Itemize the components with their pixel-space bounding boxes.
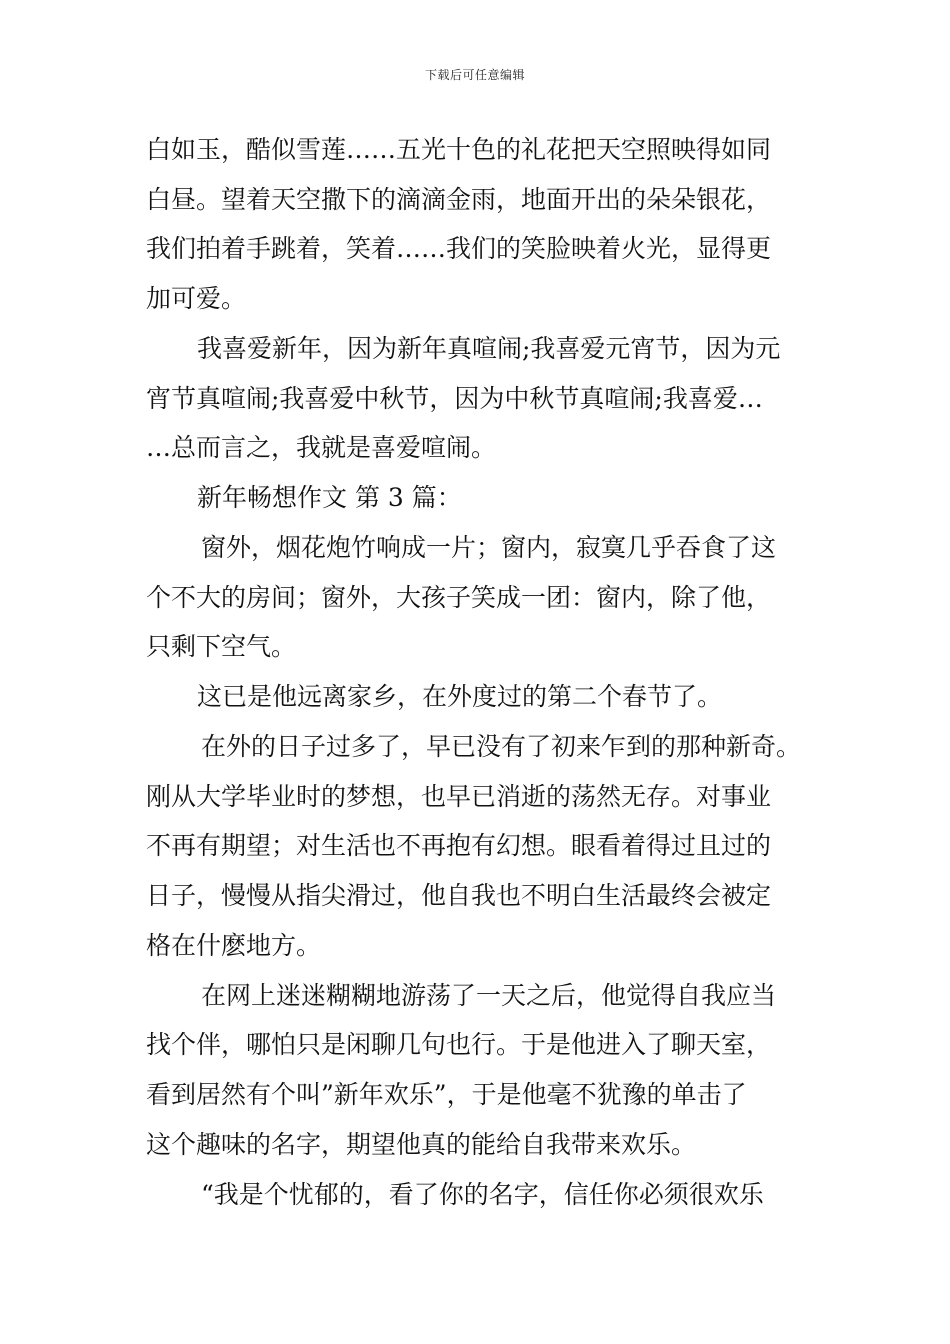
page-header: 下载后可任意编辑	[424, 68, 525, 82]
text-line: 窗外，烟花炮竹响成一片；窗内，寂寞几乎吞食了这	[201, 533, 777, 562]
text-line: 个不大的房间；窗外，大孩子笑成一团：窗内，除了他，	[146, 583, 772, 612]
text-line: 我喜爱新年，因为新年真喧闹;我喜爱元宵节，因为元	[197, 334, 781, 363]
text-line: 格在什麽地方。	[146, 931, 322, 960]
section-heading: 新年畅想作文 第 3 篇：	[197, 483, 462, 512]
text-line: …总而言之，我就是喜爱喧闹。	[146, 433, 497, 462]
text-line: 这已是他远离家乡，在外度过的第二个春节了。	[197, 682, 723, 711]
text-line: 宵节真喧闹;我喜爱中秋节，因为中秋节真喧闹;我喜爱…	[146, 384, 763, 413]
text-line: 在网上迷迷糊糊地游荡了一天之后，他觉得自我应当	[201, 981, 777, 1010]
text-line: 加可爱。	[146, 284, 247, 313]
text-line: 看到居然有个叫”新年欢乐”，于是他毫不犹豫的单击了	[146, 1080, 747, 1109]
text-line: 日子，慢慢从指尖滑过，他自我也不明白生活最终会被定	[146, 881, 772, 910]
text-line: 只剩下空气。	[146, 632, 297, 661]
text-line: 在外的日子过多了，早已没有了初来乍到的那种新奇。	[201, 732, 802, 761]
text-line: 这个趣味的名字，期望他真的能给自我带来欢乐。	[146, 1130, 697, 1159]
text-line: 白如玉，酷似雪莲……五光十色的礼花把天空照映得如同	[146, 135, 772, 164]
text-line: “我是个忧郁的，看了你的名字，信任你必须很欢乐	[201, 1180, 764, 1209]
text-line: 找个伴，哪怕只是闲聊几句也行。于是他进入了聊天室，	[146, 1030, 772, 1059]
text-line: 我们拍着手跳着，笑着……我们的笑脸映着火光，显得更	[146, 234, 772, 263]
text-line: 刚从大学毕业时的梦想，也早已消逝的荡然无存。对事业	[146, 782, 772, 811]
text-line: 不再有期望；对生活也不再抱有幻想。眼看着得过且过的	[146, 831, 772, 860]
text-line: 白昼。望着天空撒下的滴滴金雨，地面开出的朵朵银花，	[146, 185, 772, 214]
